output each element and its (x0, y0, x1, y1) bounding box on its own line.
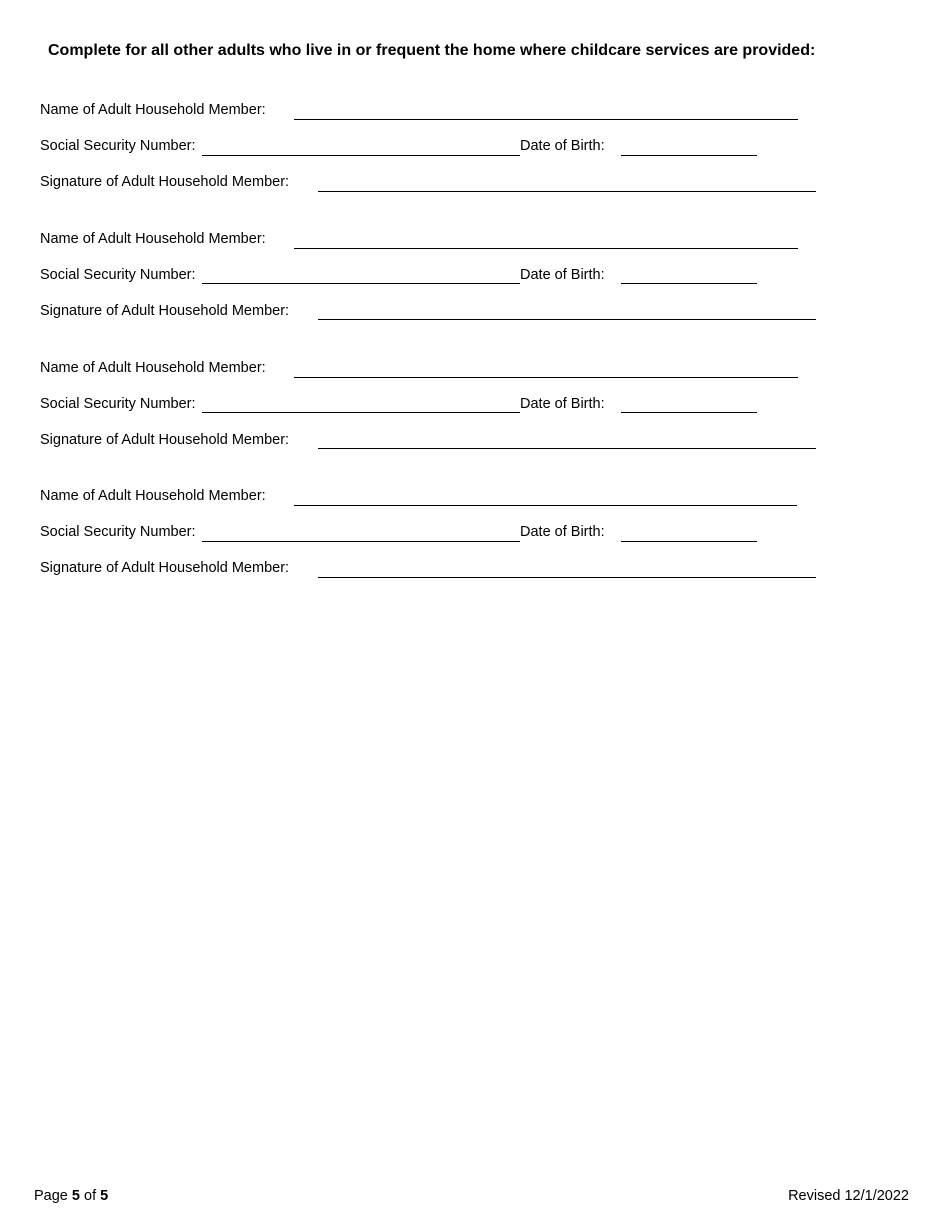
name-field[interactable] (294, 119, 798, 120)
revision-date: Revised 12/1/2022 (788, 1188, 909, 1204)
dob-label: Date of Birth: (520, 138, 605, 154)
dob-field[interactable] (621, 283, 757, 284)
household-member-block (40, 359, 840, 469)
signature-field[interactable] (318, 319, 816, 320)
ssn-field[interactable] (202, 283, 520, 284)
signature-label: Signature of Adult Household Member: (40, 303, 290, 319)
ssn-label: Social Security Number: (40, 524, 196, 540)
name-label: Name of Adult Household Member: (40, 231, 266, 247)
name-label: Name of Adult Household Member: (40, 102, 266, 118)
page-total: 5 (100, 1188, 109, 1204)
name-field[interactable] (294, 505, 797, 506)
dob-field[interactable] (621, 541, 757, 542)
page-current: 5 (71, 1188, 80, 1204)
household-member-block (40, 487, 840, 597)
ssn-label: Social Security Number: (40, 267, 196, 283)
signature-label: Signature of Adult Household Member: (40, 560, 290, 576)
ssn-field[interactable] (202, 541, 520, 542)
name-label: Name of Adult Household Member: (40, 488, 266, 504)
dob-label: Date of Birth: (520, 524, 605, 540)
household-member-block (40, 230, 840, 340)
page-of: of (84, 1188, 97, 1204)
signature-label: Signature of Adult Household Member: (40, 432, 290, 448)
page-number (34, 1188, 108, 1204)
signature-field[interactable] (318, 191, 816, 192)
signature-label: Signature of Adult Household Member: (40, 174, 290, 190)
ssn-field[interactable] (202, 155, 520, 156)
ssn-label: Social Security Number: (40, 396, 196, 412)
dob-label: Date of Birth: (520, 267, 605, 283)
ssn-label: Social Security Number: (40, 138, 196, 154)
signature-field[interactable] (318, 448, 816, 449)
form-heading: Complete for all other adults who live in or frequent the home where childcare services are provided: (48, 42, 816, 59)
signature-field[interactable] (318, 577, 816, 578)
dob-field[interactable] (621, 412, 757, 413)
ssn-field[interactable] (202, 412, 520, 413)
name-field[interactable] (294, 248, 798, 249)
dob-label: Date of Birth: (520, 396, 605, 412)
household-member-block (40, 101, 840, 211)
name-field[interactable] (294, 377, 798, 378)
dob-field[interactable] (621, 155, 757, 156)
name-label: Name of Adult Household Member: (40, 360, 266, 376)
page-prefix: Page (34, 1188, 68, 1204)
